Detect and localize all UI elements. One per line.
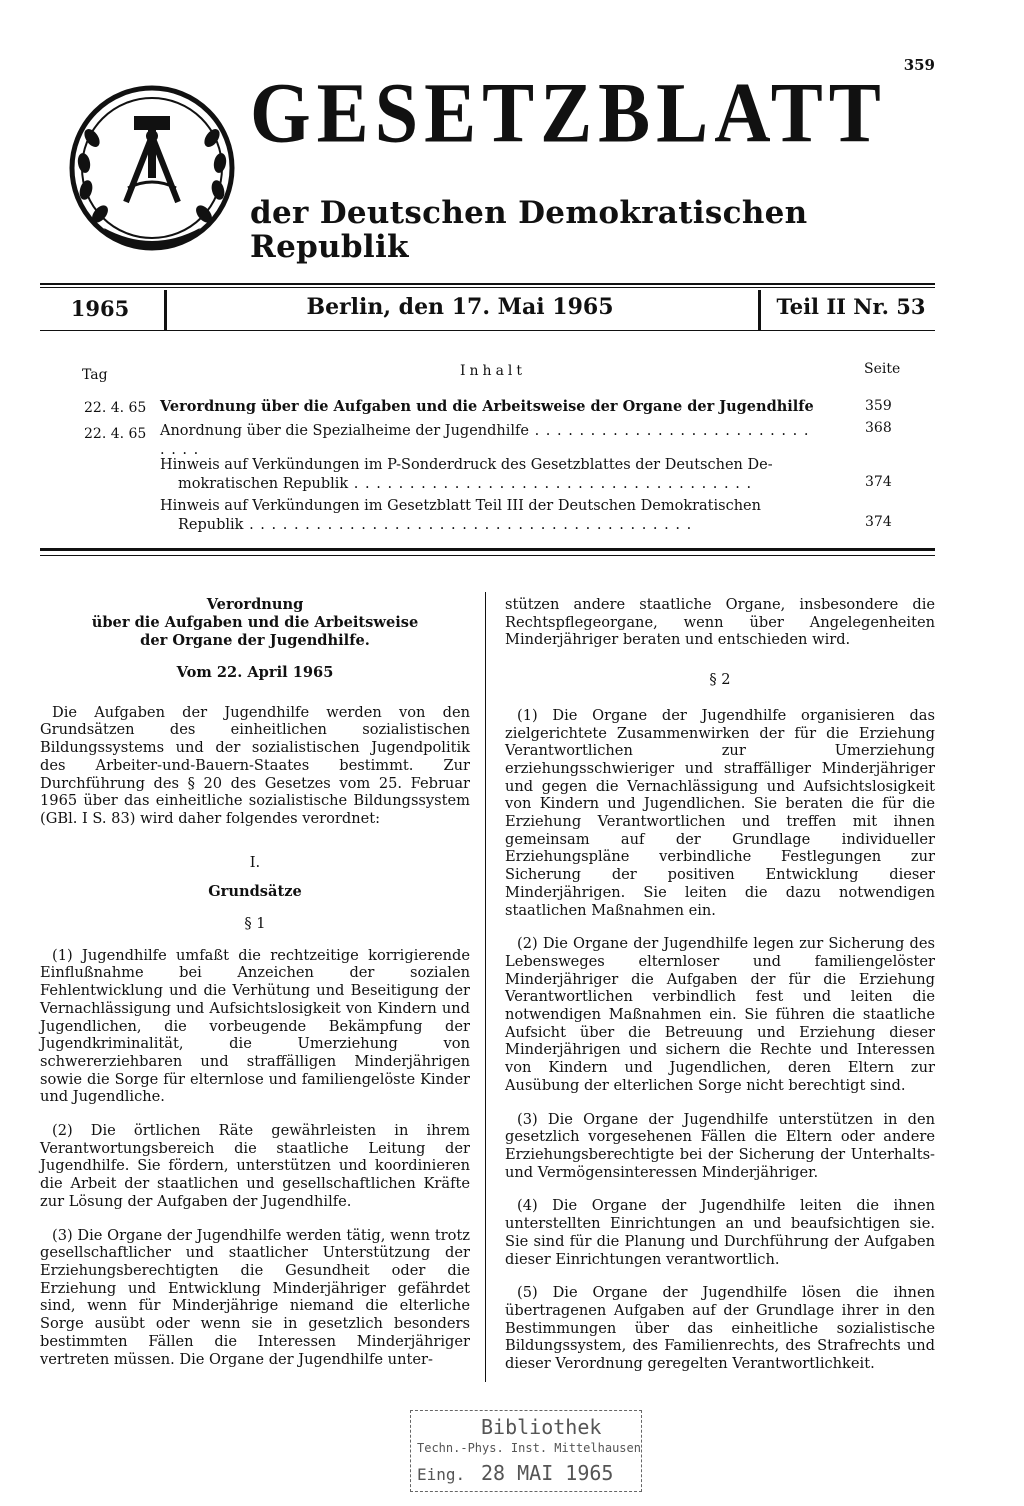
library-stamp — [410, 1410, 642, 1492]
stamp-line: Techn.-Phys. Inst. Mittelhausen — [417, 1441, 641, 1455]
header-rule — [40, 283, 935, 285]
right-column — [505, 596, 935, 1373]
toc-entry-title: Verordnung über die Aufgaben und die Arbeitsweise der Organe der Jugendhilfe — [160, 398, 814, 415]
paragraph: (3) Die Organe der Jugendhilfe werden tätig, wenn trotz gesellschaftlicher und staatlicher Unterstützung der Erziehungsberechtigten die Gesundheit oder die Erziehung und Entwicklung Minderjähriger gefährdet sind, wenn für Minderjährige niemand die elterliche Sorge ausübt oder wenn sie in gesetzlich besonders bestimmten Fällen die Interessen Minderjähriger vertreten müssen. Die Organe der Jugendhilfe unter- — [40, 1226, 470, 1368]
stamp-line: Bibliothek — [481, 1415, 602, 1439]
toc-entry-page: 374 — [865, 474, 892, 490]
header-bottom-rule — [40, 330, 935, 331]
gazette-subtitle: der Deutschen Demokratischen Republik — [250, 195, 808, 266]
gazette-title: GESETZBLATT — [250, 64, 887, 161]
issue-date: Berlin, den 17. Mai 1965 — [306, 294, 614, 320]
decree-title: Verordnung über die Aufgaben und die Arbeitsweise der Organe der Jugendhilfe. — [91, 596, 419, 649]
stamp-date: 28 MAI 1965 — [481, 1461, 614, 1485]
issue-number: Teil II Nr. 53 — [776, 294, 926, 319]
page-number: 359 — [903, 56, 935, 74]
part-title: Grundsätze — [208, 883, 302, 901]
toc-bottom-rule-thin — [40, 555, 935, 556]
paragraph: (2) Die örtlichen Räte gewährleisten in ihrem Verantwortungsbereich die staatliche Leitung der Jugendhilfe. Sie fördern, unterstützen und koordinieren die Arbeit der staatlichen und gesellschaftlichen Kräfte zur Lösung der Aufgaben der Jugendhilfe. — [40, 1122, 470, 1210]
toc-entry-date: 22. 4. 65 — [84, 400, 147, 416]
toc-bottom-rule — [40, 548, 935, 551]
toc-entry-page: 359 — [865, 398, 892, 414]
stamp-line: Eing. — [417, 1465, 466, 1484]
toc-entry-date: 22. 4. 65 — [84, 426, 147, 442]
decree-preamble: Die Aufgaben der Jugendhilfe werden von den Grundsätzen des einheitlichen sozialistischen Bildungssystems und der sozialistischen Jugendpolitik des Arbeiter-und-Bauern-Staates bestimmt. Zur Durchführung des § 20 des Gesetzes vom 25. Februar 1965 über das einheitliche sozialistische Bildungssystem (GBl. I S. 83) wird daher folgendes verordnet: — [40, 703, 470, 827]
paragraph: (5) Die Organe der Jugendhilfe lösen die ihnen übertragenen Aufgaben auf der Grundlage ihrer in den Bestimmungen über das einheitliche sozialistische Bildungssystem, des Familienrechts, des Strafrechts und dieser Verordnung geregelten Verantwortlichkeit. — [505, 1284, 935, 1373]
paragraph: (3) Die Organe der Jugendhilfe unterstützen in den gesetzlich vorgesehenen Fällen die Eltern oder andere Erziehungsberechtigte bei der Sicherung der Unterhalts- und Vermögensinteressen Minderjähriger. — [505, 1110, 935, 1181]
part-number: I. — [249, 853, 261, 871]
toc-header-content: Inhalt — [460, 363, 527, 379]
paragraph: (2) Die Organe der Jugendhilfe legen zur Sicherung des Lebensweges elternloser und familiengelöster Minderjähriger die Aufgaben der für die Erziehung Verantwortlichen verbindlich fest und leiten die notwendigen Maßnahmen ein. Sie führen die staatliche Aufsicht über die Betreuung und Erziehung dieser Minderjährigen und sichern die Rechte und Interessen von Kindern und Jugendlichen, deren Eltern zur Ausübung der elterlichen Sorge nicht berechtigt sind. — [505, 935, 935, 1094]
column-divider — [485, 592, 486, 1382]
decree-date: Vom 22. April 1965 — [176, 664, 334, 681]
toc-entry-page: 374 — [865, 514, 892, 530]
paragraph: (1) Jugendhilfe umfaßt die rechtzeitige korrigierende Einflußnahme bei Anzeichen der sozialen Fehlentwicklung und die Verhütung und Beseitigung der Vernachlässigung und Aufsichtslosigkeit von Kindern und Jugendlichen, die vorbeugende Bekämpfung der Jugendkriminalität, die Umerziehung von schwererziehbaren und straffälligen Minderjährigen sowie die Sorge für elternlose und familiengelöste Kinder und Jugendliche. — [40, 946, 470, 1106]
issue-year: 1965 — [70, 296, 130, 321]
left-column — [40, 596, 470, 1368]
header-divider — [758, 290, 761, 330]
state-emblem-icon — [64, 78, 240, 254]
toc-entry-page: 368 — [865, 420, 892, 436]
toc-entry-title: Anordnung über die Spezialheime der Jugendhilfe . . . . . . . . . . . . . . . . . . . . . . . . . . . . . — [160, 423, 810, 458]
section-heading: § 2 — [709, 671, 731, 689]
toc-entry-title: Hinweis auf Verkündungen im Gesetzblatt Teil III der Deutschen Demokratischen Republik . . . . . . . . . . . . . . . . . . . . . . . . . . . . . . . . . . . . . . . . — [160, 498, 761, 533]
header-rule-thin — [40, 287, 935, 288]
toc-entry-title: Hinweis auf Verkündungen im P-Sonderdruck des Gesetzblattes der Deutschen De- mokratischen Republik . . . . . . . . . . . . . . . . . . . . . . . . . . . . . . . . . . . . — [160, 457, 773, 492]
paragraph: (4) Die Organe der Jugendhilfe leiten die ihnen unterstellten Einrichtungen an und beaufsichtigen sie. Sie sind für die Planung und Durchführung der Aufgaben dieser Einrichtungen verantwortlich. — [505, 1197, 935, 1268]
paragraph: (1) Die Organe der Jugendhilfe organisieren das zielgerichtete Zusammenwirken der für die Erziehung Verantwortlichen zur Umerziehung erziehungsschwieriger und straffälliger Minderjähriger und gegen die Vernachlässigung und Aufsichtslosigkeit von Kindern und Jugendlichen. Sie beraten die für die Erziehung Verantwortlichen und treffen mit ihnen gemeinsam auf der Grundlage individueller Erziehungspläne verbindliche Festlegungen zur Sicherung der positiven Entwicklung dieser Minderjährigen. Sie leiten die dazu notwendigen staatlichen Maßnahmen ein. — [505, 706, 935, 919]
toc-header-page: Seite — [864, 361, 901, 377]
toc-header-date: Tag — [82, 367, 108, 383]
paragraph: stützen andere staatliche Organe, insbesondere die Rechtspflegeorgane, wenn über Angelegenheiten Minderjähriger beraten und entschieden wird. — [505, 596, 935, 649]
header-divider — [164, 290, 167, 330]
section-heading: § 1 — [244, 915, 266, 933]
